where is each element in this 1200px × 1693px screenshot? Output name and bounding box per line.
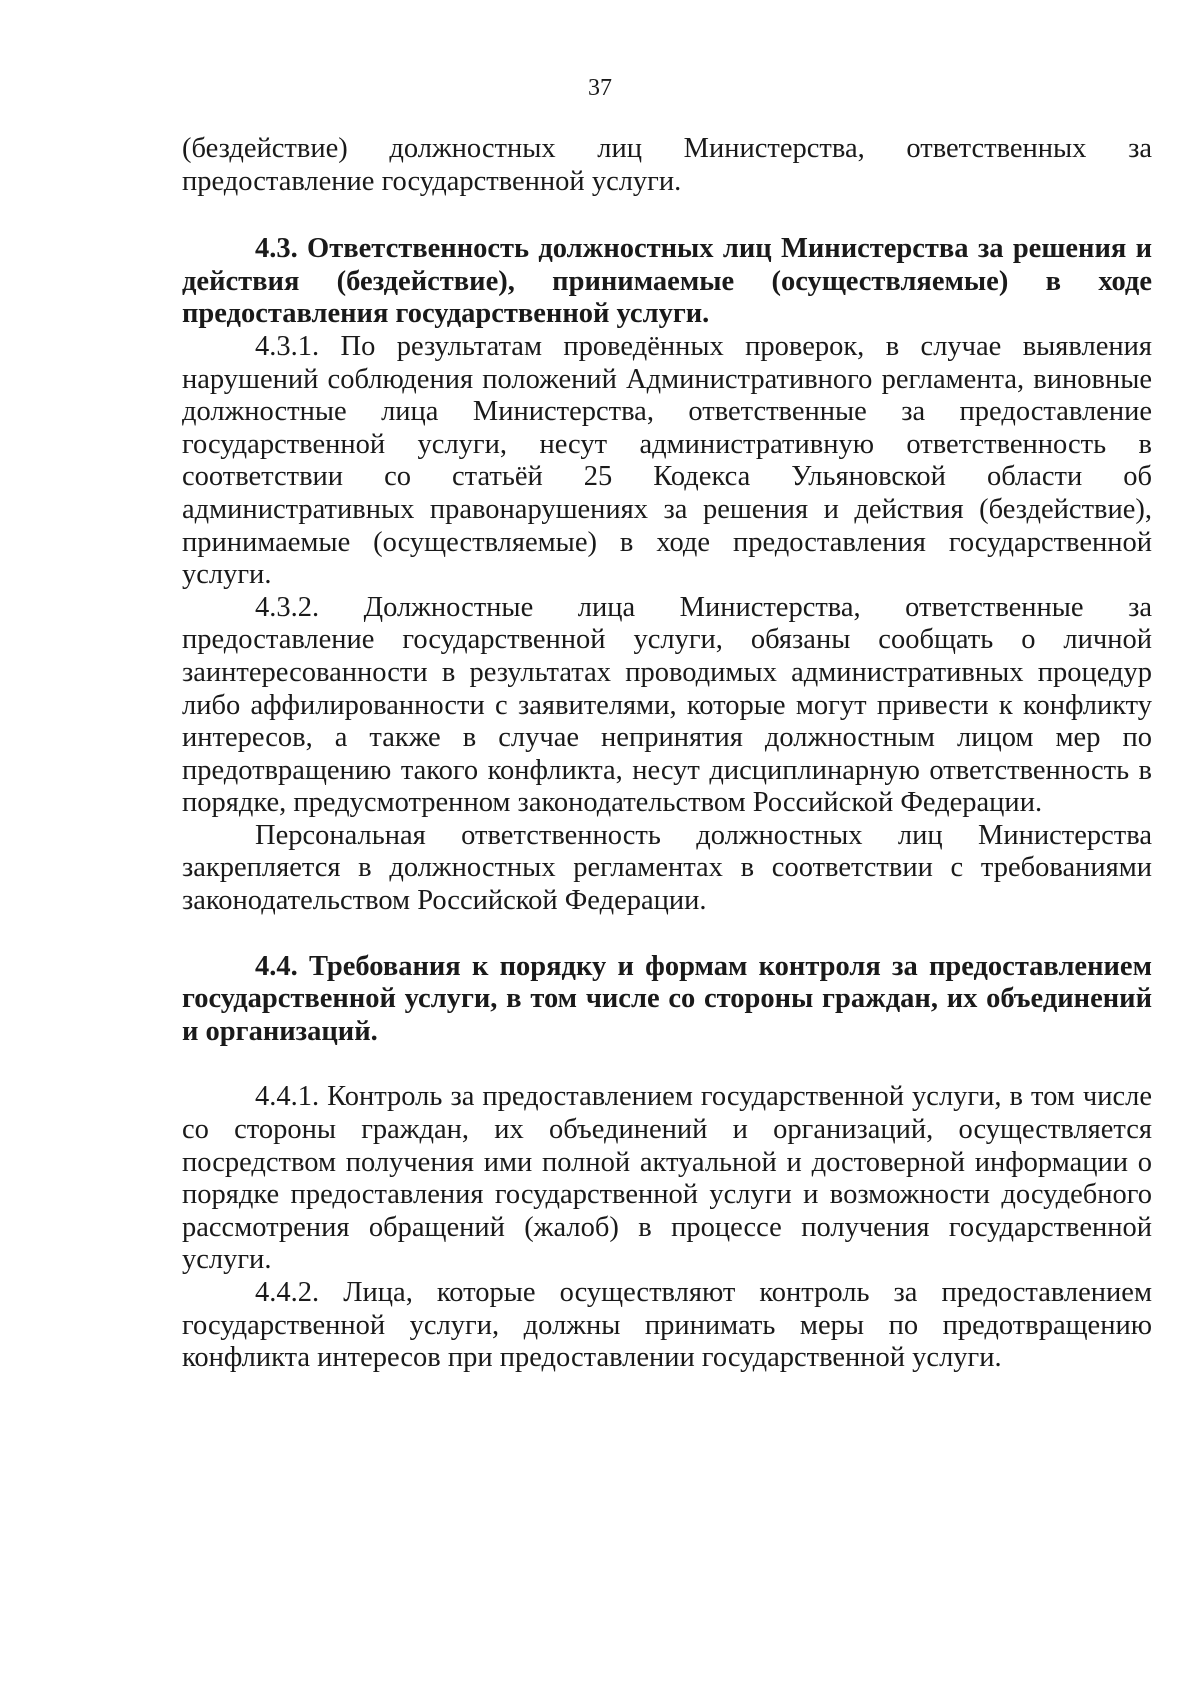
section-heading-4-4: 4.4. Требования к порядку и формам контроля за предоставлением государственной услуги, в том числе со стороны граждан, их объединений и организаций. [182, 950, 1152, 1047]
paragraph-4-3-1: 4.3.1. По результатам проведённых проверок, в случае выявления нарушений соблюдения положений Административного регламента, виновные должностные лица Министерства, ответственные за предоставление государственной услуги, несут административную ответственность в соответствии со статьёй 25 Кодекса Ульяновской области об административных правонарушениях за решения и действия (бездействие), принимаемые (осуществляемые) в ходе предоставления государственной услуги. [182, 330, 1152, 591]
paragraph-4-4-2: 4.4.2. Лица, которые осуществляют контроль за предоставлением государственной услуги, должны принимать меры по предотвращению конфликта интересов при предоставлении государственной услуги. [182, 1277, 1152, 1374]
document-body [182, 133, 1152, 1375]
page-number: 37 [588, 75, 612, 101]
section-heading-4-3: 4.3. Ответственность должностных лиц Министерства за решения и действия (бездействие), принимаемые (осуществляемые) в ходе предоставления государственной услуги. [182, 233, 1152, 330]
paragraph-personal-responsibility: Персональная ответственность должностных лиц Министерства закрепляется в должностных регламентах в соответствии с требованиями законодательством Российской Федерации. [182, 819, 1152, 917]
paragraph-4-3-2: 4.3.2. Должностные лица Министерства, ответственные за предоставление государственной услуги, обязаны сообщать о личной заинтересованности в результатах проводимых административных процедур либо аффилированности с заявителями, которые могут привести к конфликту интересов, а также в случае непринятия должностным лицом мер по предотвращению такого конфликта, несут дисциплинарную ответственность в порядке, предусмотренном законодательством Российской Федерации. [182, 591, 1152, 819]
paragraph-continuation: (бездействие) должностных лиц Министерства, ответственных за предоставление государственной услуги. [182, 133, 1152, 197]
paragraph-4-4-1: 4.4.1. Контроль за предоставлением государственной услуги, в том числе со стороны граждан, их объединений и организаций, осуществляется посредством получения ими полной актуальной и достоверной информации о порядке предоставления государственной услуги и возможности досудебного рассмотрения обращений (жалоб) в процессе получения государственной услуги. [182, 1081, 1152, 1276]
